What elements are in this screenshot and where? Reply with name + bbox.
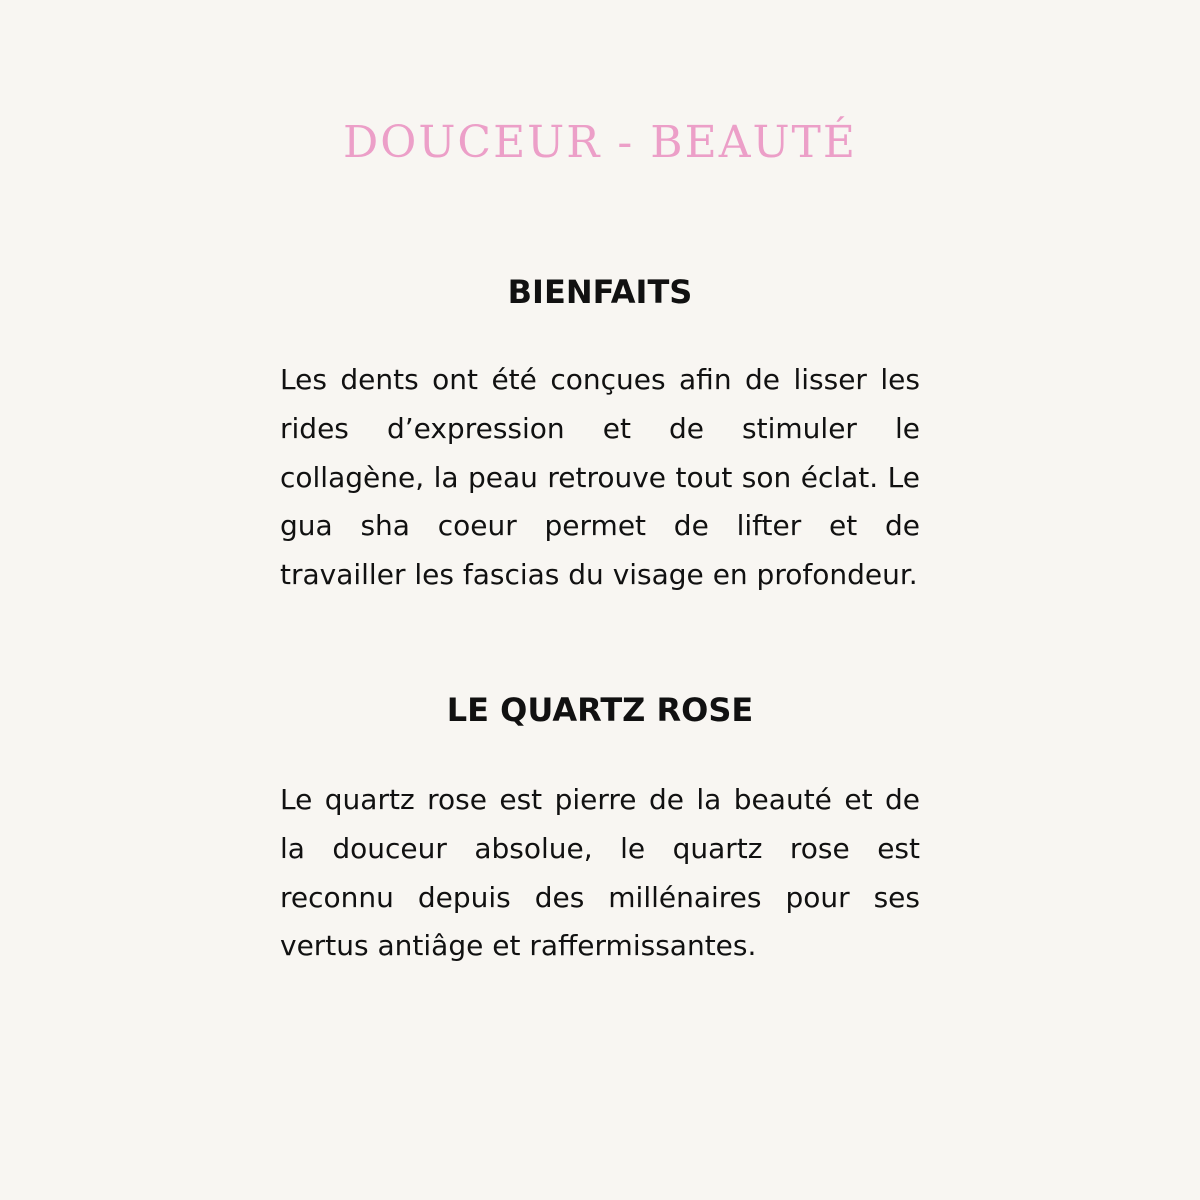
page-title: DOUCEUR - BEAUTÉ — [342, 117, 858, 168]
section-text-bienfaits: Les dents ont été conçues afin de lisser les rides d’expression et de stimuler le collagène, la peau retrouve tout son éclat. Le gua sha coeur permet de lifter et de travailler les fascias du visage en profondeur. — [280, 363, 920, 592]
section-text-quartz-rose: Le quartz rose est pierre de la beauté et de la douceur absolue, le quartz rose est reconnu depuis des millénaires pour ses vertus antiâge et raffermissantes. — [280, 783, 920, 963]
section-heading-quartz-rose: LE QUARTZ ROSE — [446, 691, 754, 729]
section-heading-bienfaits: BIENFAITS — [507, 273, 693, 311]
